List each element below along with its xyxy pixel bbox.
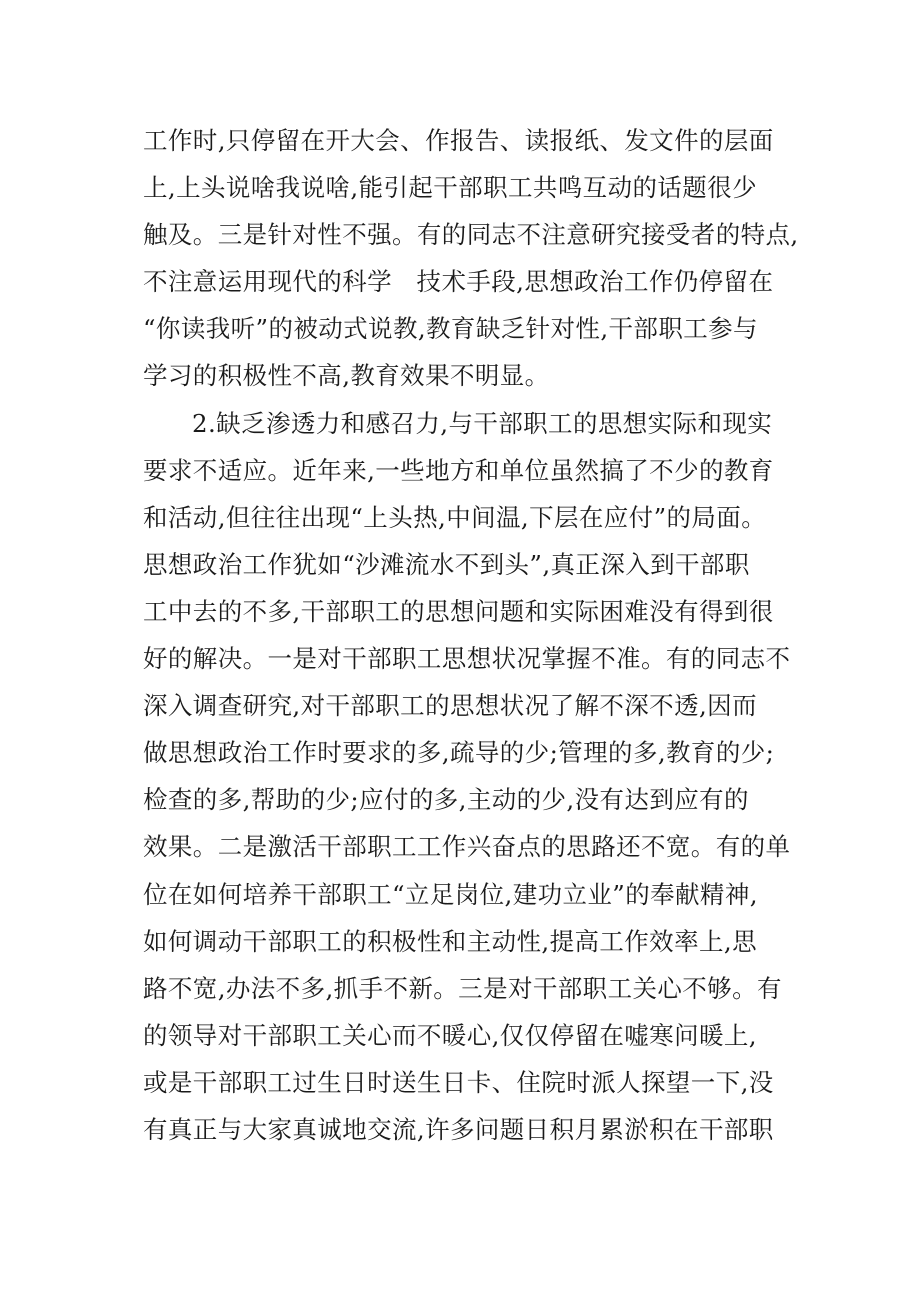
text-line: 效果。二是激活干部职工工作兴奋点的思路还不宽。有的单 [143,832,791,862]
text-line: 的领导对干部职工关心而不暖心,仅仅停留在嘘寒问暖上, [143,1020,757,1050]
text-line: 路不宽,办法不多,抓手不新。三是对干部职工关心不够。有 [143,973,782,1003]
text-line: 不注意运用现代的科学 技术手段,思想政治工作仍停留在 [143,267,774,297]
text-line: 或是干部职工过生日时送生日卡、住院时派人探望一下,没 [143,1067,774,1097]
text-line: 好的解决。一是对干部职工思想状况掌握不准。有的同志不 [143,644,791,674]
body-text [143,117,799,1153]
text-line: 要求不适应。近年来,一些地方和单位虽然搞了不少的教育 [143,455,774,485]
text-line: 有真正与大家真诚地交流,许多问题日积月累淤积在干部职 [143,1114,774,1144]
text-line: “你读我听”的被动式说教,教育缺乏针对性,干部职工参与 [143,314,758,344]
text-line: 2.缺乏渗透力和感召力,与干部职工的思想实际和现实 [192,408,773,438]
text-line: 做思想政治工作时要求的多,疏导的少;管理的多,教育的少; [143,738,775,768]
text-line: 深入调查研究,对干部职工的思想状况了解不深不透,因而 [143,691,757,721]
text-line: 触及。三是针对性不强。有的同志不注意研究接受者的特点, [143,220,799,250]
text-line: 位在如何培养干部职工“立足岗位,建功立业”的奉献精神, [143,879,758,909]
text-line: 工作时,只停留在开大会、作报告、读报纸、发文件的层面 [143,126,774,155]
text-line: 思想政治工作犹如“沙滩流水不到头”,真正深入到干部职 [143,549,750,579]
text-line: 如何调动干部职工的积极性和主动性,提高工作效率上,思 [143,926,757,956]
text-line: 工中去的不多,干部职工的思想问题和实际困难没有得到很 [143,596,774,626]
text-line: 检查的多,帮助的少;应付的多,主动的少,没有达到应有的 [143,785,749,815]
text-line: 上,上头说啥我说啥,能引起干部职工共鸣互动的话题很少 [143,173,757,203]
paragraph [143,400,791,1154]
text-line: 学习的积极性不高,教育效果不明显。 [143,361,550,391]
text-line: 和活动,但往往出现“上头热,中间温,下层在应付”的局面。 [143,502,767,532]
paragraph [143,117,799,400]
